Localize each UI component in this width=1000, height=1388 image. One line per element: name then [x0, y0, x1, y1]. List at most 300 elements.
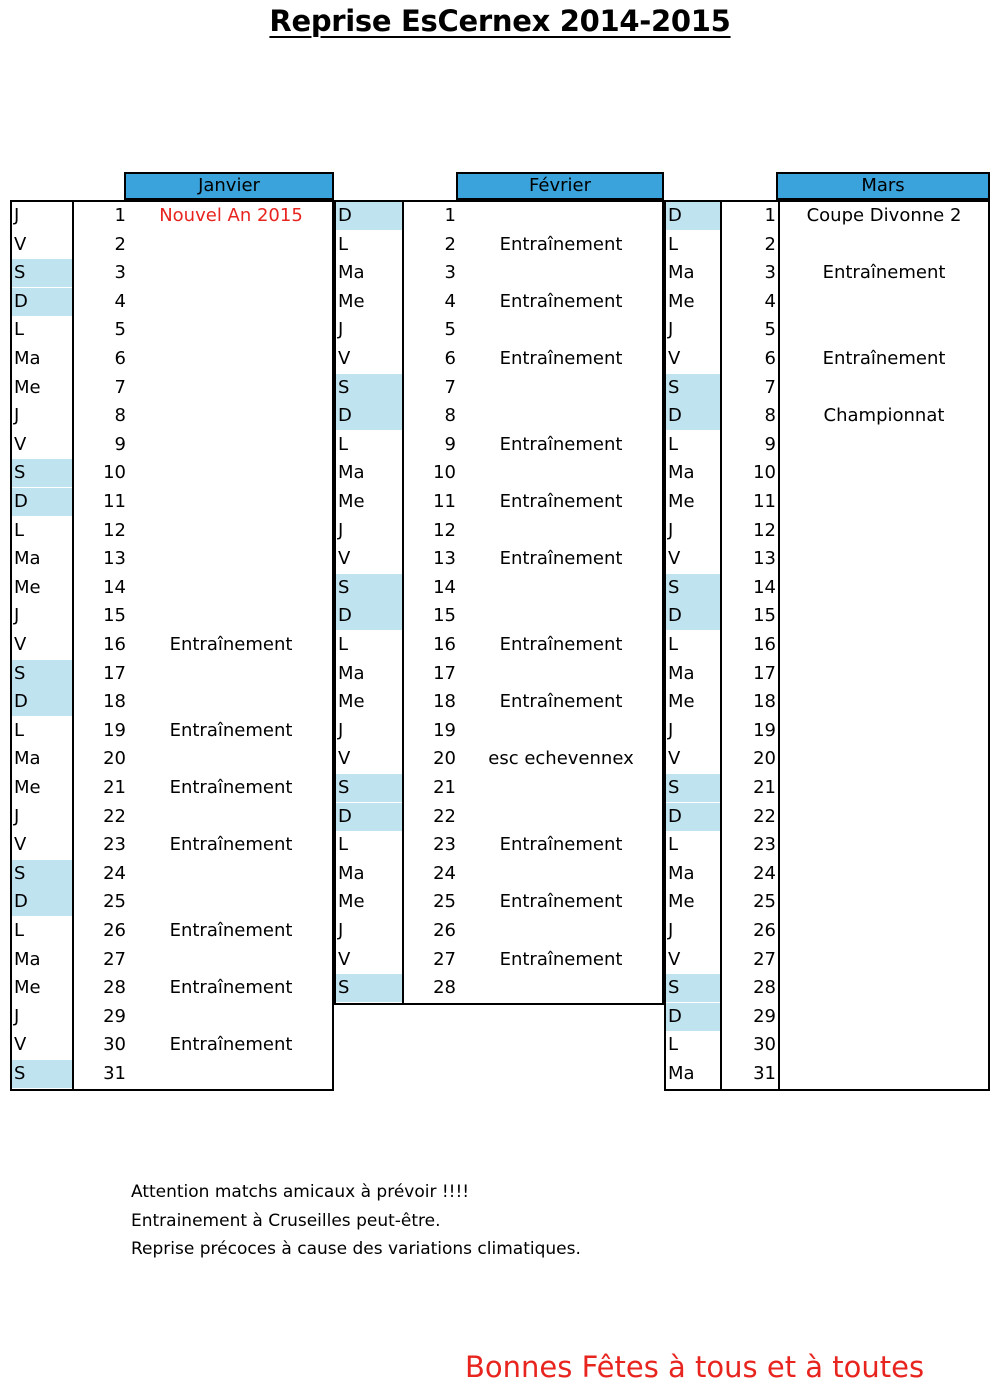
weekday-label: L — [668, 1034, 679, 1056]
day-number: 24 — [433, 862, 456, 884]
day-number: 2 — [444, 233, 456, 255]
weekday-label: S — [666, 374, 720, 402]
day-event — [460, 774, 662, 802]
day-event: Entraînement — [499, 691, 623, 713]
day-row — [12, 860, 332, 888]
day-event — [780, 717, 988, 745]
day-event — [130, 803, 332, 831]
weekday-label: Me — [338, 691, 365, 713]
day-number: 17 — [753, 662, 776, 684]
weekday-label: S — [666, 574, 720, 602]
weekday-label: D — [12, 888, 72, 916]
day-event — [130, 545, 332, 573]
month-table — [10, 200, 334, 1091]
month-table — [664, 200, 990, 1091]
day-row — [666, 345, 988, 373]
weekday-label: V — [14, 433, 27, 455]
weekday-label: D — [666, 402, 720, 430]
day-row — [336, 688, 662, 716]
day-event — [460, 259, 662, 287]
day-number: 28 — [103, 977, 126, 999]
weekday-label: V — [338, 348, 351, 369]
day-event — [130, 488, 332, 516]
day-number: 20 — [753, 748, 776, 770]
weekday-label: J — [338, 719, 344, 741]
weekday-label: J — [338, 519, 344, 541]
day-event — [130, 259, 332, 287]
weekday-label: L — [338, 233, 349, 255]
day-number: 12 — [103, 519, 126, 541]
day-row — [336, 631, 662, 659]
day-event — [130, 459, 332, 487]
day-number: 25 — [103, 891, 126, 913]
page-title — [0, 4, 1000, 38]
day-event — [780, 688, 988, 716]
day-number: 12 — [753, 519, 776, 541]
day-event — [130, 288, 332, 316]
day-row — [336, 831, 662, 859]
day-event — [460, 974, 662, 1002]
day-row — [336, 888, 662, 916]
day-number: 18 — [103, 691, 126, 713]
day-number: 17 — [103, 662, 126, 684]
day-row — [666, 946, 988, 974]
day-row — [12, 660, 332, 688]
weekday-label: J — [14, 805, 20, 827]
weekday-label: J — [668, 920, 674, 941]
weekday-label: L — [668, 433, 679, 455]
day-event — [130, 860, 332, 888]
day-event — [780, 231, 988, 259]
weekday-label: L — [338, 634, 349, 655]
day-number: 7 — [444, 376, 456, 398]
day-row — [12, 917, 332, 945]
weekday-label: Me — [668, 891, 695, 913]
day-row — [666, 374, 988, 402]
weekday-label: V — [14, 1034, 27, 1056]
weekday-label: Ma — [668, 662, 695, 684]
day-event — [780, 316, 988, 344]
weekday-label: Me — [14, 977, 41, 999]
note-line: Attention matchs amicaux à prévoir !!!! — [131, 1182, 470, 1202]
day-row — [666, 431, 988, 459]
day-row — [12, 488, 332, 516]
day-number: 30 — [103, 1034, 126, 1056]
day-row — [666, 717, 988, 745]
weekday-label: V — [668, 548, 681, 570]
day-row — [666, 1031, 988, 1059]
day-number: 8 — [764, 405, 776, 427]
weekday-label: L — [338, 433, 349, 455]
day-number: 25 — [433, 891, 456, 913]
day-row — [12, 803, 332, 831]
day-event — [780, 803, 988, 831]
day-number: 7 — [764, 376, 776, 398]
day-number: 10 — [433, 462, 456, 484]
day-row — [336, 946, 662, 974]
weekday-label: D — [666, 1003, 720, 1031]
day-event: Entraînement — [499, 834, 623, 856]
day-row — [12, 974, 332, 1002]
day-event: Entraînement — [169, 719, 293, 741]
weekday-label: V — [338, 948, 351, 970]
weekday-label: J — [14, 1005, 20, 1027]
weekday-label: S — [336, 774, 402, 802]
day-number: 29 — [103, 1005, 126, 1027]
weekday-label: Ma — [338, 862, 365, 884]
day-number: 29 — [753, 1005, 776, 1027]
weekday-label: V — [668, 948, 681, 970]
weekday-label: J — [668, 719, 674, 741]
day-number: 5 — [114, 319, 126, 341]
day-event — [130, 688, 332, 716]
weekday-label: Ma — [338, 462, 365, 484]
weekday-label: Me — [668, 290, 695, 312]
day-number: 15 — [103, 605, 126, 627]
weekday-label: Me — [14, 777, 41, 798]
weekday-label: J — [14, 405, 20, 427]
weekday-label: D — [336, 202, 402, 230]
day-event — [780, 1031, 988, 1059]
weekday-label: V — [338, 548, 351, 570]
day-row — [336, 316, 662, 344]
day-row — [666, 1060, 988, 1088]
weekday-label: Ma — [338, 662, 365, 684]
day-event: Entraînement — [499, 891, 623, 913]
day-row — [336, 860, 662, 888]
day-row — [336, 717, 662, 745]
day-number: 4 — [764, 290, 776, 312]
day-row — [12, 517, 332, 545]
weekday-label: L — [14, 920, 25, 941]
day-number: 26 — [433, 920, 456, 941]
day-event — [460, 602, 662, 630]
day-number: 3 — [444, 262, 456, 284]
day-row — [336, 660, 662, 688]
day-row — [336, 345, 662, 373]
weekday-label: Ma — [668, 1063, 695, 1084]
weekday-label: J — [668, 319, 674, 341]
day-row — [336, 803, 662, 831]
weekday-label: J — [14, 205, 20, 226]
day-row — [12, 374, 332, 402]
day-number: 16 — [433, 634, 456, 655]
day-number: 8 — [114, 405, 126, 427]
weekday-label: D — [12, 688, 72, 716]
day-event — [780, 288, 988, 316]
day-row — [666, 574, 988, 602]
day-event — [130, 431, 332, 459]
day-number: 10 — [103, 462, 126, 484]
weekday-label: S — [12, 259, 72, 287]
day-number: 8 — [444, 405, 456, 427]
day-number: 21 — [103, 777, 126, 798]
day-event — [460, 717, 662, 745]
weekday-label: D — [336, 602, 402, 630]
day-number: 13 — [753, 548, 776, 570]
day-number: 9 — [444, 433, 456, 455]
weekday-label: S — [336, 374, 402, 402]
weekday-label: S — [666, 774, 720, 802]
day-number: 4 — [114, 290, 126, 312]
day-number: 5 — [444, 319, 456, 341]
weekday-label: Ma — [14, 748, 41, 770]
day-event: Entraînement — [822, 348, 946, 369]
day-event: Entraînement — [499, 233, 623, 255]
month-header: Février — [456, 172, 664, 200]
day-event — [460, 660, 662, 688]
day-row — [336, 402, 662, 430]
weekday-label: Me — [14, 376, 41, 398]
day-event: Entraînement — [499, 491, 623, 512]
day-event — [130, 1003, 332, 1031]
weekday-label: Ma — [338, 262, 365, 284]
day-event — [780, 860, 988, 888]
weekday-label: L — [338, 834, 349, 856]
day-row — [666, 688, 988, 716]
day-number: 19 — [103, 719, 126, 741]
weekday-label: Ma — [14, 948, 41, 970]
day-row — [12, 459, 332, 487]
day-row — [12, 231, 332, 259]
day-row — [336, 574, 662, 602]
day-row — [336, 602, 662, 630]
day-event: Entraînement — [169, 1034, 293, 1056]
day-row — [336, 774, 662, 802]
day-number: 9 — [114, 433, 126, 455]
day-row — [12, 431, 332, 459]
day-row — [12, 545, 332, 573]
day-row — [666, 602, 988, 630]
day-number: 26 — [753, 920, 776, 941]
day-number: 1 — [764, 205, 776, 226]
day-row — [12, 774, 332, 802]
day-row — [666, 545, 988, 573]
weekday-label: L — [14, 319, 25, 341]
day-row — [666, 974, 988, 1002]
month-header: Mars — [776, 172, 990, 200]
day-event — [130, 1060, 332, 1088]
day-event — [130, 745, 332, 773]
day-row — [336, 431, 662, 459]
day-event: Entraînement — [499, 290, 623, 312]
day-number: 25 — [753, 891, 776, 913]
day-event — [780, 602, 988, 630]
day-event: Entraînement — [499, 433, 623, 455]
day-row — [12, 717, 332, 745]
day-event — [130, 946, 332, 974]
title-text: Reprise EsCernex 2014-2015 — [269, 4, 731, 38]
day-number: 2 — [764, 233, 776, 255]
day-row — [666, 803, 988, 831]
day-event — [460, 860, 662, 888]
day-number: 22 — [433, 805, 456, 827]
day-row — [12, 946, 332, 974]
day-number: 22 — [103, 805, 126, 827]
day-number: 17 — [433, 662, 456, 684]
day-number: 6 — [764, 348, 776, 369]
day-event — [130, 316, 332, 344]
day-row — [666, 316, 988, 344]
notes — [131, 1178, 581, 1264]
day-row — [336, 374, 662, 402]
day-row — [12, 1031, 332, 1059]
day-event: Entraînement — [822, 262, 946, 284]
day-row — [666, 202, 988, 230]
weekday-label: D — [336, 803, 402, 831]
day-number: 27 — [103, 948, 126, 970]
weekday-label: Ma — [668, 262, 695, 284]
day-event: Entraînement — [499, 634, 623, 655]
weekday-label: Me — [14, 576, 41, 598]
day-number: 7 — [114, 376, 126, 398]
footer-greeting: Bonnes Fêtes à tous et à toutes — [465, 1350, 925, 1384]
day-row — [666, 517, 988, 545]
day-number: 20 — [103, 748, 126, 770]
day-event: Entraînement — [169, 977, 293, 999]
day-row — [666, 860, 988, 888]
day-number: 11 — [753, 491, 776, 512]
day-number: 14 — [103, 576, 126, 598]
day-row — [666, 231, 988, 259]
weekday-label: J — [668, 519, 674, 541]
day-row — [336, 488, 662, 516]
weekday-label: S — [12, 1060, 72, 1088]
day-number: 21 — [433, 777, 456, 798]
month-header: Janvier — [124, 172, 334, 200]
day-number: 19 — [753, 719, 776, 741]
day-event — [460, 374, 662, 402]
day-row — [336, 545, 662, 573]
weekday-label: Ma — [14, 348, 41, 369]
day-number: 5 — [764, 319, 776, 341]
day-row — [666, 745, 988, 773]
day-number: 11 — [103, 491, 126, 512]
day-event — [130, 602, 332, 630]
day-event — [460, 917, 662, 945]
day-event — [780, 745, 988, 773]
day-event — [130, 374, 332, 402]
day-event: Entraînement — [169, 634, 293, 655]
weekday-label: V — [14, 634, 27, 655]
day-number: 31 — [103, 1063, 126, 1084]
weekday-label: Ma — [668, 462, 695, 484]
day-number: 23 — [433, 834, 456, 856]
day-number: 11 — [433, 491, 456, 512]
day-number: 22 — [753, 805, 776, 827]
day-row — [12, 745, 332, 773]
weekday-label: L — [668, 834, 679, 856]
day-event: Entraînement — [499, 548, 623, 570]
month-table — [334, 200, 664, 1005]
note-line: Reprise précoces à cause des variations climatiques. — [131, 1239, 581, 1259]
day-event — [130, 231, 332, 259]
day-event — [780, 917, 988, 945]
day-row — [12, 688, 332, 716]
day-row — [336, 202, 662, 230]
weekday-label: L — [14, 519, 25, 541]
weekday-label: D — [336, 402, 402, 430]
day-event — [460, 517, 662, 545]
day-row — [666, 1003, 988, 1031]
day-event — [130, 574, 332, 602]
day-event — [780, 974, 988, 1002]
day-event — [780, 1003, 988, 1031]
day-number: 20 — [433, 748, 456, 770]
day-event — [780, 1060, 988, 1088]
weekday-label: S — [336, 974, 402, 1002]
weekday-label: S — [336, 574, 402, 602]
day-event — [130, 888, 332, 916]
weekday-label: D — [12, 488, 72, 516]
day-event — [460, 574, 662, 602]
day-event — [780, 946, 988, 974]
day-row — [12, 402, 332, 430]
day-row — [666, 831, 988, 859]
note-line: Entrainement à Cruseilles peut-être. — [131, 1210, 441, 1231]
day-row — [666, 259, 988, 287]
day-number: 10 — [753, 462, 776, 484]
weekday-label: D — [12, 288, 72, 316]
day-row — [12, 831, 332, 859]
day-number: 23 — [103, 834, 126, 856]
day-event — [780, 888, 988, 916]
day-number: 13 — [103, 548, 126, 570]
day-event — [780, 631, 988, 659]
day-row — [336, 231, 662, 259]
day-number: 16 — [103, 634, 126, 655]
weekday-label: J — [338, 920, 344, 941]
day-row — [666, 631, 988, 659]
day-event — [780, 459, 988, 487]
day-number: 15 — [753, 605, 776, 627]
day-event — [130, 517, 332, 545]
day-row — [12, 202, 332, 230]
weekday-label: S — [12, 860, 72, 888]
day-number: 15 — [433, 605, 456, 627]
day-number: 21 — [753, 777, 776, 798]
day-row — [666, 917, 988, 945]
day-event: Entraînement — [499, 948, 623, 970]
day-number: 30 — [753, 1034, 776, 1056]
weekday-label: L — [668, 233, 679, 255]
day-number: 1 — [444, 205, 456, 226]
day-row — [336, 974, 662, 1002]
weekday-label: D — [666, 803, 720, 831]
weekday-label: V — [14, 834, 27, 856]
day-row — [336, 917, 662, 945]
day-event: esc echevennex — [488, 748, 634, 770]
day-event — [780, 545, 988, 573]
day-row — [12, 888, 332, 916]
weekday-label: Me — [338, 290, 365, 312]
day-row — [666, 774, 988, 802]
day-row — [12, 574, 332, 602]
day-number: 28 — [433, 977, 456, 999]
day-number: 24 — [103, 862, 126, 884]
day-row — [12, 259, 332, 287]
day-number: 27 — [753, 948, 776, 970]
day-row — [666, 288, 988, 316]
day-row — [12, 631, 332, 659]
weekday-label: Me — [668, 491, 695, 512]
day-row — [336, 288, 662, 316]
weekday-label: Ma — [14, 548, 41, 570]
day-row — [666, 888, 988, 916]
day-number: 2 — [114, 233, 126, 255]
day-row — [666, 459, 988, 487]
day-number: 18 — [753, 691, 776, 713]
